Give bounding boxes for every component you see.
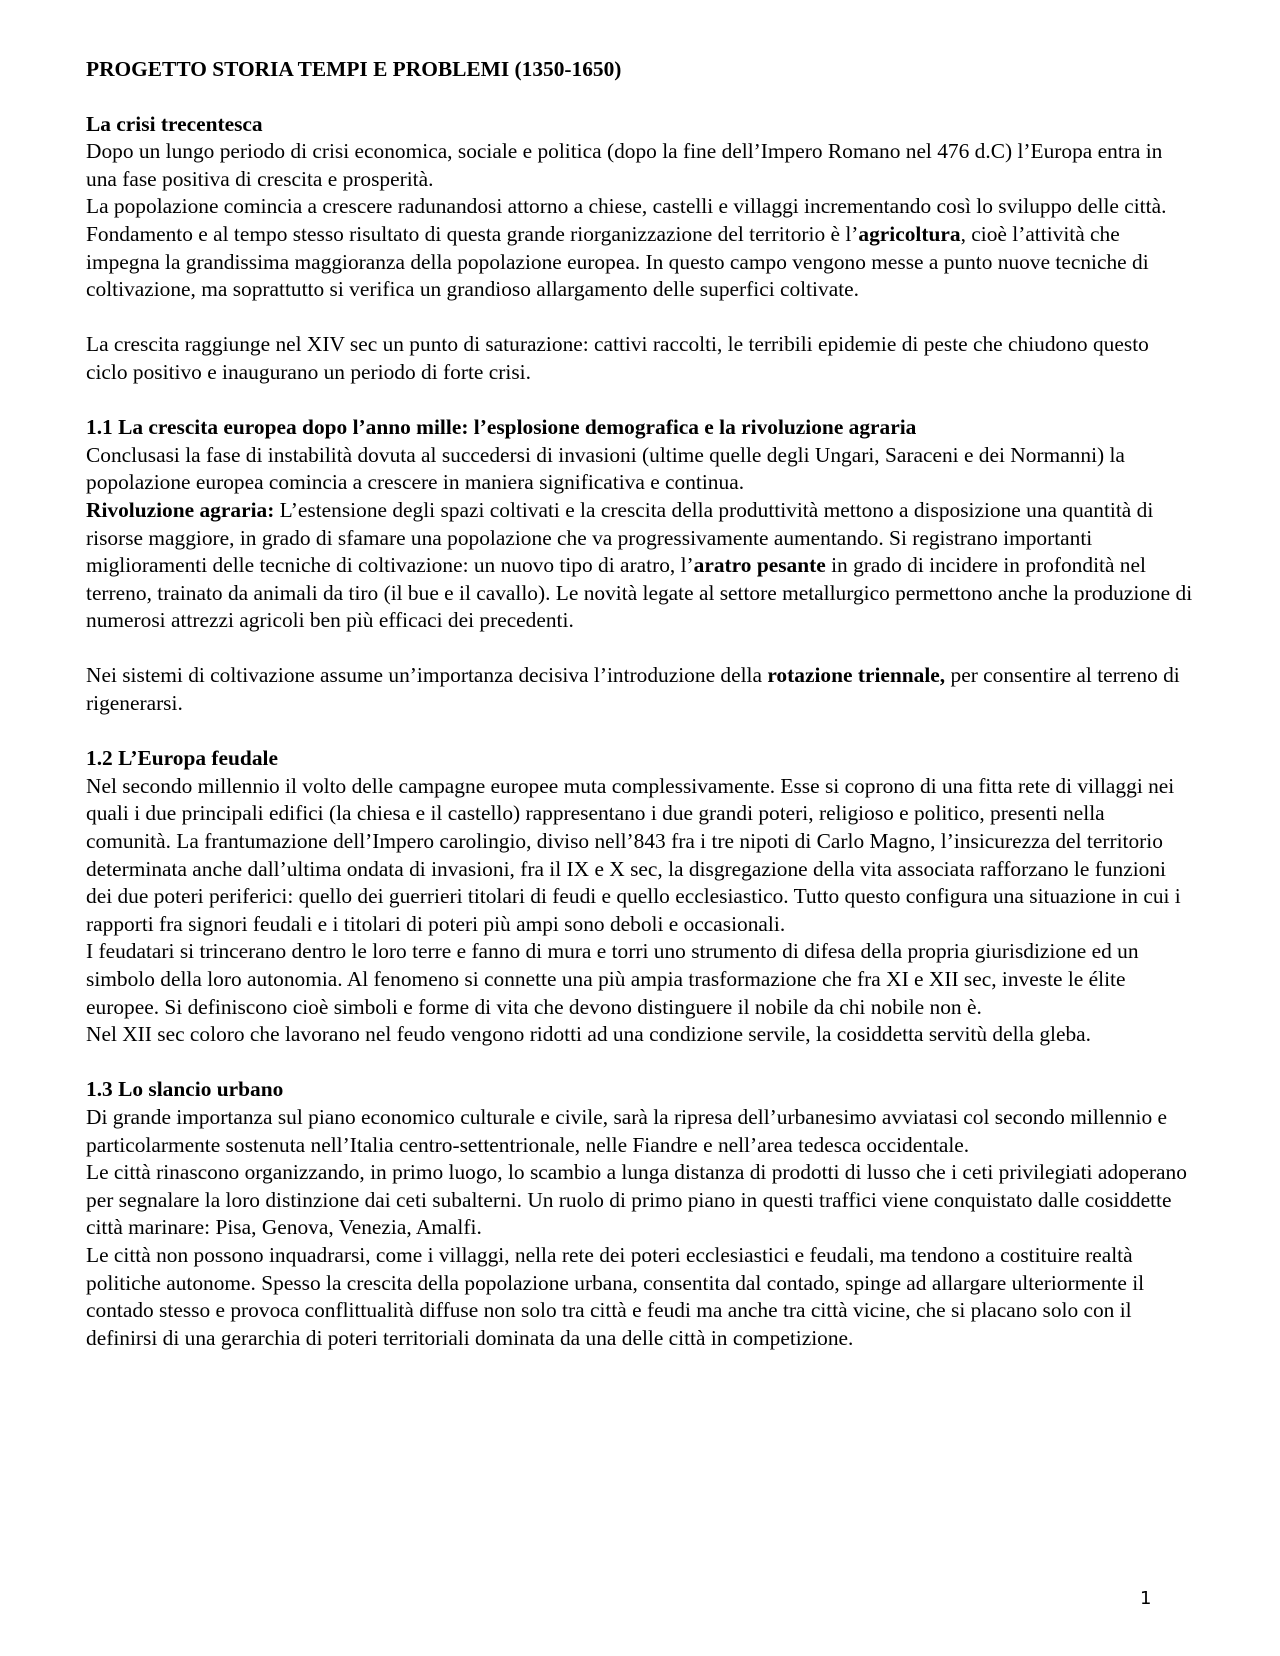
paragraph-1-1-3 [86,662,1194,717]
section-1-1 [86,414,1194,718]
section-gap [86,718,1194,746]
paragraph-1-3-2: Le città rinascono organizzando, in primo luogo, lo scambio a lunga distanza di prodotti di lusso che i ceti privilegiati adoperano per segnalare la loro distinzione dai ceti subalterni. Un ruolo di primo piano in questi traffici viene conquistato dalle cosiddette città marinare: Pisa, Genova, Venezia, Amalfi. [86,1160,1187,1240]
section-crisi-trecentesca [86,111,1194,387]
page-number: 1 [1140,1588,1152,1609]
bold-term-rotazione-triennale: rotazione triennale, [767,663,946,688]
section-gap [86,1049,1194,1077]
paragraph-gap [86,635,1194,663]
paragraph-1-2-2: I feudatari si trincerano dentro le loro terre e fanno di mura e torri uno strumento di difesa della propria giurisdizione ed un simbolo della loro autonomia. Al fenomeno si connette una più ampia trasformazione che fra XI e XII sec, investe le élite europee. Si definiscono cioè simboli e forme di vita che devono distinguere il nobile da chi nobile non è. [86,939,1139,1019]
bold-term-aratro-pesante: aratro pesante [693,553,826,578]
bold-term-agricoltura: agricoltura [858,221,961,246]
text-run: Nei sistemi di coltivazione assume un’importanza decisiva l’introduzione della [86,663,768,688]
paragraph-crisi-2: La popolazione comincia a crescere radunandosi attorno a chiese, castelli e villaggi incrementando così lo sviluppo delle città. [86,194,1167,219]
paragraph-1-3-3: Le città non possono inquadrarsi, come i villaggi, nella rete dei poteri ecclesiastici e feudali, ma tendono a costituire realtà politiche autonome. Spesso la crescita della popolazione urbana, consentita dal contado, spinge ad allargare ulteriormente il contado stesso e provoca conflittualità diffuse non solo tra città e feudi ma anche tra città vicine, che si placano solo con il definirsi di una gerarchia di poteri territoriali dominata da una delle città in competizione. [86,1242,1145,1350]
text-run: L’estensione degli spazi coltivati e la crescita della produttività mettono a disposizione una quantità di risorse maggiore, in grado di sfamare una popolazione che va progressivamente aumentando. Si registrano importanti miglioramenti delle tecniche di coltivazione: un nuovo tipo di aratro, l’ [86,497,1154,578]
section-heading-1-3: 1.3 Lo slancio urbano [86,1077,284,1102]
paragraph-crisi-3 [86,221,1194,304]
text-run: Fondamento e al tempo stesso risultato di questa grande riorganizzazione del territorio è l’ [86,221,859,246]
paragraph-gap [86,304,1194,332]
paragraph-1-2-3: Nel XII sec coloro che lavorano nel feudo vengono ridotti ad una condizione servile, la cosiddetta servitù della gleba. [86,1022,1092,1047]
section-gap [86,387,1194,415]
document-page [86,56,1194,1352]
bold-term-rivoluzione-agraria: Rivoluzione agraria: [86,497,275,522]
section-1-2 [86,745,1194,1049]
paragraph-1-3-1: Di grande importanza sul piano economico culturale e civile, sarà la ripresa dell’urbanesimo avviatasi col secondo millennio e particolarmente sostenuta nell’Italia centro-settentrionale, nelle Fiandre e nell’area tedesca occidentale. [86,1104,1168,1157]
document-title: PROGETTO STORIA TEMPI E PROBLEMI (1350-1650) [86,57,622,81]
text-run: , cioè l’attività che impegna la grandissima maggioranza della popolazione europea. In questo campo vengono messe a punto nuove tecniche di coltivazione, ma soprattutto si verifica un grandioso allargamento delle superfici coltivate. [86,221,1149,302]
section-1-3 [86,1076,1194,1352]
paragraph-1-1-1: Conclusasi la fase di instabilità dovuta al succedersi di invasioni (ultime quelle degli Ungari, Saraceni e dei Normanni) la popolazione europea comincia a crescere in maniera significativa e continua. [86,442,1125,495]
paragraph-1-2-1: Nel secondo millennio il volto delle campagne europee muta complessivamente. Esse si coprono di una fitta rete di villaggi nei quali i due principali edifici (la chiesa e il castello) rappresentano i due grandi poteri, religioso e politico, presenti nella comunità. La frantumazione dell’Impero carolingio, diviso nell’843 fra i tre nipoti di Carlo Magno, l’insicurezza del territorio determinata anche dall’ultima ondata di invasioni, fra il IX e X sec, la disgregazione della vita associata rafforzano le funzioni dei due poteri periferici: quello dei guerrieri titolari di feudi e quello ecclesiastico. Tutto questo configura una situazione in cui i rapporti fra signori feudali e i titolari di poteri più ampi sono deboli e occasionali. [86,773,1181,936]
paragraph-crisi-1: Dopo un lungo periodo di crisi economica, sociale e politica (dopo la fine dell’Impero Romano nel 476 d.C) l’Europa entra in una fase positiva di crescita e prosperità. [86,139,1163,191]
paragraph-1-1-2 [86,497,1194,635]
section-heading-crisi: La crisi trecentesca [86,111,263,136]
text-run: in grado di incidere in profondità nel terreno, trainato da animali da tiro (il bue e il cavallo). Le novità legate al settore metallurgico permettono anche la produzione di numerosi attrezzi agricoli ben più efficaci dei precedenti. [86,553,1193,633]
section-heading-1-2: 1.2 L’Europa feudale [86,746,278,771]
paragraph-crisi-4: La crescita raggiunge nel XIV sec un punto di saturazione: cattivi raccolti, le terribili epidemie di peste che chiudono questo ciclo positivo e inaugurano un periodo di forte crisi. [86,332,1149,384]
section-heading-1-1: 1.1 La crescita europea dopo l’anno mille: l’esplosione demografica e la rivoluzione agraria [86,415,917,440]
text-run: per consentire al terreno di rigenerarsi. [86,663,1180,716]
